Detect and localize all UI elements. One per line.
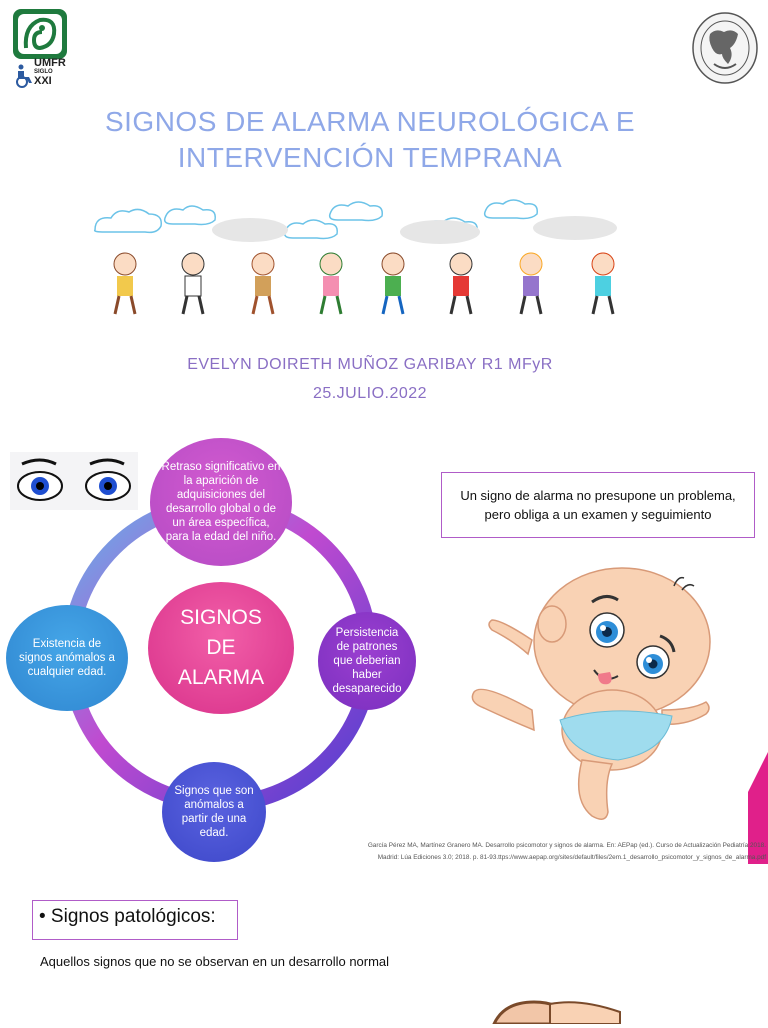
unam-seal-logo	[690, 10, 760, 86]
center-line-1: SIGNOS	[180, 606, 262, 629]
center-line-3: ALARMA	[177, 666, 265, 689]
page-title	[60, 104, 680, 176]
clouds-illustration	[85, 196, 665, 256]
alarm-note-box: Un signo de alarma no presupone un problema, pero obliga a un examen y seguimiento	[441, 472, 755, 538]
children-illustration	[85, 250, 665, 320]
title-line-2: INTERVENCIÓN TEMPRANA	[177, 142, 563, 173]
logo-text-umfr: UMFR	[34, 57, 66, 69]
logo-text-xxi: XXI	[34, 75, 52, 87]
logo-text-siglo: SIGLO	[34, 69, 53, 75]
pathological-signs-heading: • Signos patológicos:	[32, 900, 238, 940]
cycle-node-left: Existencia de signos anómalos a cualquier edad.	[6, 605, 128, 711]
title-line-1: SIGNOS DE ALARMA NEUROLÓGICA E	[104, 106, 636, 137]
cycle-node-bottom: Signos que son anómalos a partir de una edad.	[162, 762, 266, 862]
citation-text	[282, 840, 766, 864]
cycle-node-right: Persistencia de patrones que deberian haber desaparecido	[318, 612, 416, 710]
cycle-node-top: Retraso significativo en la aparición de adquisiciones del desarrollo global o de un área específica, para la edad del niño.	[150, 438, 292, 566]
cycle-center-node	[148, 582, 294, 714]
citation-line-1: García Pérez MA, Martínez Granero MA. Desarrollo psicomotor y signos de alarma. En: AEPap (ed.). Curso de Actualización Pediatría 2018.	[367, 842, 766, 849]
center-line-2: DE	[206, 636, 236, 659]
bottom-baby-illustration	[490, 1000, 640, 1024]
pathological-signs-description: Aquellos signos que no se observan en un desarrollo normal	[40, 954, 390, 969]
logo-text	[34, 58, 66, 86]
presentation-date: 25.JULIO.2022	[312, 385, 428, 402]
baby-illustration	[462, 560, 718, 830]
citation-line-2: Madrid: Lúa Ediciones 3.0; 2018. p. 81-93.ttps://www.aepap.org/sites/default/files/2em.1_desarrollo_psicomotor_y_signos_de_alarma.pdf	[377, 854, 766, 861]
author-name: EVELYN DOIRETH MUÑOZ GARIBAY R1 MFyR	[187, 356, 553, 373]
